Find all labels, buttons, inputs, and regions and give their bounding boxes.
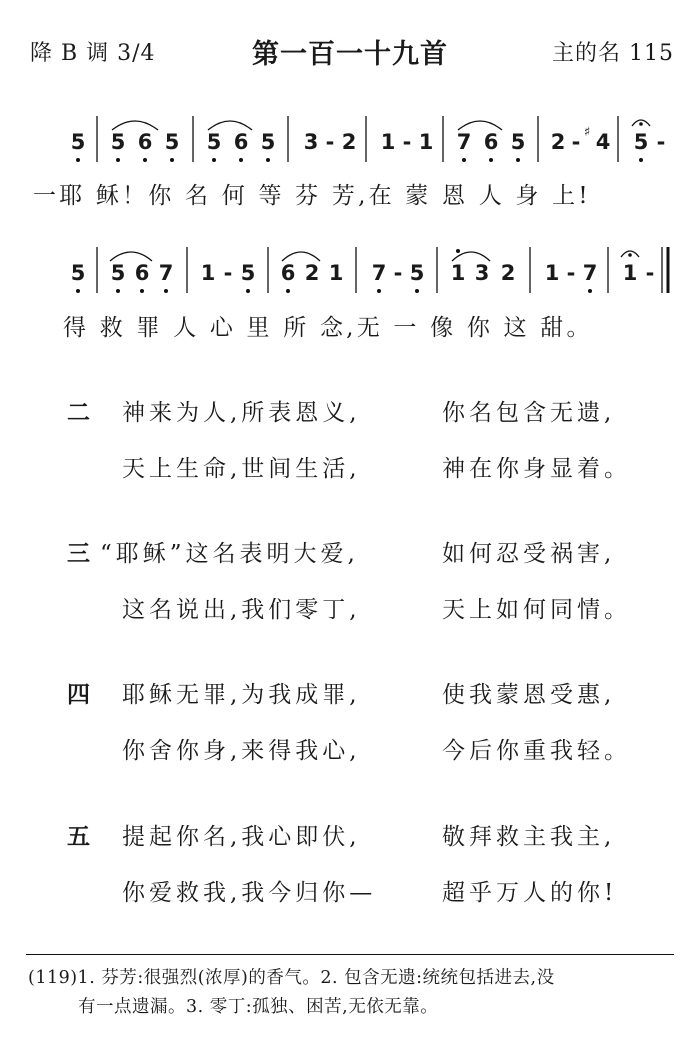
- verse-line-a: 这名说出,我们零丁,: [122, 597, 361, 623]
- footnote-line-1: (119)1. 芬芳:很强烈(浓厚)的香气。2. 包含无遗:统统包括进去,没: [28, 968, 555, 988]
- note: 1: [544, 261, 560, 285]
- lyrics-line-2: 得 救 罪 人 心 里 所 念,无 一 像 你 这 甜。: [63, 315, 593, 341]
- note-dash: -: [393, 261, 403, 285]
- note: 7: [456, 130, 472, 154]
- verse-line-b: 使我蒙恩受惠,: [442, 682, 616, 708]
- verse-number: 二: [67, 400, 90, 426]
- verse-line-a: “耶稣”这名表明大爱,: [100, 541, 359, 567]
- sharp-sign: ♯: [583, 125, 591, 140]
- verse-line-a: 你舍你身,来得我心,: [122, 738, 361, 764]
- note: 6: [233, 130, 249, 154]
- note: 5: [260, 130, 276, 154]
- note: 1: [418, 130, 434, 154]
- note-dash: -: [566, 261, 576, 285]
- note: 5: [110, 130, 126, 154]
- note: 5: [510, 130, 526, 154]
- verse-line-a: 你爱救我,我今归你—: [122, 880, 377, 906]
- lyrics-line-1: 一耶 稣！你 名 何 等 芬 芳,在 蒙 恩 人 身 上!: [33, 183, 591, 209]
- note: 1: [380, 130, 396, 154]
- note: 6: [137, 130, 153, 154]
- hymn-title: 第一百一十九首: [252, 39, 448, 70]
- note: 5: [409, 261, 425, 285]
- verse-line-b: 天上如何同情。: [442, 597, 631, 623]
- key-signature: 降 B 调 3/4: [30, 41, 156, 66]
- note: 1: [328, 261, 344, 285]
- verse-line-a: 提起你名,我心即伏,: [122, 824, 361, 850]
- verse-line-b: 今后你重我轻。: [442, 738, 631, 764]
- note-dash: -: [223, 261, 233, 285]
- note: 5: [164, 130, 180, 154]
- note-dash: -: [325, 130, 335, 154]
- verse-line-b: 你名包含无遗,: [442, 400, 616, 426]
- verse-line-a: 天上生命,世间生活,: [122, 456, 361, 482]
- hymn-category: 主的名 115: [552, 41, 674, 66]
- note: 2: [341, 130, 357, 154]
- verse-number: 三: [67, 541, 90, 567]
- note: 6: [483, 130, 499, 154]
- note: 3: [474, 261, 490, 285]
- note: 5: [240, 261, 256, 285]
- note: 7: [158, 261, 174, 285]
- verse-line-b: 如何忍受祸害,: [442, 541, 616, 567]
- verse-number: 五: [67, 824, 90, 850]
- note-dash: -: [645, 261, 655, 285]
- verse-line-b: 神在你身显着。: [442, 456, 631, 482]
- verse-line-a: 耶稣无罪,为我成罪,: [122, 682, 361, 708]
- note-dash: -: [571, 130, 581, 154]
- note: 3: [303, 130, 319, 154]
- note: 6: [134, 261, 150, 285]
- verse-line-a: 神来为人,所表恩义,: [122, 400, 361, 426]
- footnote-rule: [26, 954, 674, 955]
- verse-line-b: 敬拜救主我主,: [442, 824, 616, 850]
- note: 1: [450, 261, 466, 285]
- note-dash: -: [402, 130, 412, 154]
- note: 5: [110, 261, 126, 285]
- note: 5: [633, 130, 649, 154]
- note: 2: [550, 130, 566, 154]
- note: 7: [582, 261, 598, 285]
- note: 4: [595, 130, 611, 154]
- note: 2: [500, 261, 516, 285]
- note: 5: [70, 261, 86, 285]
- note: 1: [622, 261, 638, 285]
- note: 5: [70, 130, 86, 154]
- footnote-line-2: 有一点遗漏。3. 零丁:孤独、困苦,无依无靠。: [78, 997, 439, 1017]
- note-dash: -: [656, 130, 666, 154]
- note: 2: [304, 261, 320, 285]
- note: 1: [200, 261, 216, 285]
- verse-number: 四: [67, 682, 90, 708]
- note: 5: [206, 130, 222, 154]
- note: 6: [280, 261, 296, 285]
- note: 7: [371, 261, 387, 285]
- verse-line-b: 超乎万人的你!: [442, 880, 618, 906]
